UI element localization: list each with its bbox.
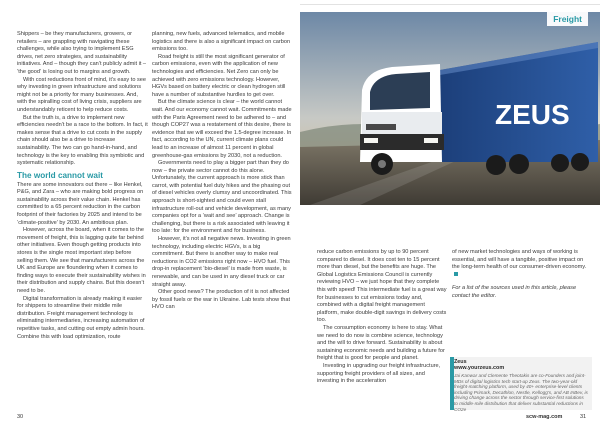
paragraph: But the truth is, a drive to implement new efficiencies needn’t be a race to the bottom. In fact, it makes sense that a drive to cut costs in the supply chain should also be a drive to increase sustainability. The two can go hand-in-hand, and technology is the key to enabling this symbiotic and systematic relationship. [17, 114, 148, 167]
right-column-2 [452, 249, 592, 301]
paragraph: But the climate science is clear – the world cannot wait. And our economy cannot wait. Commitments made with the Paris Agreement need to be adhered to – and though COP27 was a restatement of this desire, there is evidence that we will exceed the 1.5-degree increase. In fact, according to the UN, current climate plans could lead to an increase of almost 11 percent in global greenhouse-gas emissions by 2030, not a reduction. [152, 99, 292, 159]
paragraph: Road freight is still the most significant generator of carbon emissions, even with the application of new technologies and efficiencies. Net Zero can only be achieved with zero emissions technology. However, HGVs based on battery electric or clean hydrogen still have a number of substantive hurdles to get over. [152, 53, 286, 98]
paragraph: With cost reductions front of mind, it’s easy to see why investing in green infrastructure and solutions might not be a priority for many businesses. And, with the spiralling cost of living crisis, suppliers are understandably reticent to help reduce costs. [17, 76, 147, 113]
section-label: Freight [547, 12, 588, 26]
paragraph: Investing in upgrading our freight infrastructure, supporting freight providers of all sizes, and investing in the acceleration [317, 362, 441, 385]
site-name[interactable]: scw-mag.com [526, 414, 563, 420]
left-column-1 [17, 31, 148, 341]
info-accent-bar [450, 357, 454, 410]
truck-photo [300, 12, 600, 205]
end-mark-icon [454, 272, 458, 276]
section-heading: The world cannot wait [17, 170, 103, 180]
company-url[interactable]: www.yourzeus.com [454, 365, 505, 371]
page-number: 31 [580, 414, 587, 420]
paragraph: reduce carbon emissions by up to 90 percent compared to diesel. It does cost ten to 15 percent more than diesel, but the benefits are huge. The Global Logistics Emissions Council is currently reviewing HVO – we just hope that they complete this with speed! This intermediate fuel is a great way for businesses to cut emissions today and, combined with a digital freight management platform, make double-digit savings in delivery costs too. [317, 249, 447, 324]
zeus-truck-logo: ZEUS [495, 99, 570, 130]
paragraph [452, 249, 592, 279]
right-column-1 [317, 249, 447, 386]
sources-note: For a list of the sources used in this article, please contact the editor. [452, 285, 577, 299]
company-name: Zeus [454, 359, 467, 365]
paragraph: However, it’s not all negative news. Investing in green technology, including electric HGVs, is a big commitment. But there is another way to make real reductions in CO2 emissions right now – HVO fuel. This drop-in replacement ‘bio-diesel’ is made from waste, is renewable, and can be used in any diesel truck or car straight away. [152, 236, 291, 288]
paragraph: Governments need to play a bigger part than they do now – the private sector cannot do this alone. Unfortunately, the current approach is more stick than carrot, with potential fuel duty hikes and the phasing out of diesel vehicles overly clumsy and uncoordinated. This approach is short-sighted and could even stall infrastructure roll-out and vehicle development, as many companies opt for a ‘wait and see’ approach. Change is challenging, but there is a risk associated with leaving it too late: for the environment and for business. [152, 160, 292, 235]
paragraph: planning, new fuels, advanced telematics, and mobile logistics and there is also a significant impact on carbon emissions too. [152, 31, 291, 53]
truck-illustration [300, 12, 600, 205]
left-footer [0, 410, 300, 424]
author-bio: Jai Kanwar and Clemente Theotakis are co-Founders and joint-MDs of digital logistics tech start-up Zeus. The two-year-old freight-matching platform, used by 40+ enterprise-level clients including Primark, Decathlon, Nestle, Kellogg’s, and AB InBev, is driving change across the sector through service-first solutions to middle-mile distribution that deliver substantial reductions in CO2e [454, 373, 588, 412]
paragraph: Digital transformation is already making it easier for shippers to streamline their middle mile distribution. Freight management technology is eliminating intermediaries, increasing automation of repetitive tasks, and cutting out empty admin hours. Combine this with load optimization, route [17, 295, 145, 340]
paragraph: Shippers – be they manufacturers, growers, or retailers – are grappling with navigating these challenges, while also trying to implement ESG drives, net zero strategies, and sustainability initiatives. And – though they can’t publicly admit it – ‘the good’ is losing out to margins and growth. [17, 31, 147, 75]
paragraph: However, across the board, when it comes to the movement of freight, this is lagging quite far behind other initiatives. Even though getting products into stores is the single most important step before selling them. We see that manufacturers across the UK and Europe are floundering when it comes to finding ways to execute their sustainability wishes in their distribution and supply chains. But this doesn’t need to be. [17, 227, 146, 294]
page-number: 30 [17, 414, 24, 420]
left-column-2 [152, 31, 292, 312]
paragraph-text: of new market technologies and ways of working is essential, and will have a tangible, positive impact on the long-term health of our consumer-driven economy. [452, 249, 587, 271]
paragraph: The consumption economy is here to stay. What we need to do now is combine science, technology and the will to drive forward. Sustainability is about sustaining economic needs and building a future for freight that is good for people and planet. [317, 324, 445, 362]
right-footer [300, 410, 600, 424]
paragraph: There are some innovators out there – like Henkel, P&G, and Zara – who are making bold progress on sustainability across their value chain. Henkel has committed to a 65 percent reduction in the carbon footprint of their factories by 2025 and intend to be ‘climate-positive’ by 2030. An ambitious plan. [17, 181, 144, 226]
paragraph: Other good news? The production of it is not affected by fossil fuels or the war in Ukraine. Lab tests show that HVO can [152, 289, 291, 311]
author-info-box [450, 357, 592, 410]
